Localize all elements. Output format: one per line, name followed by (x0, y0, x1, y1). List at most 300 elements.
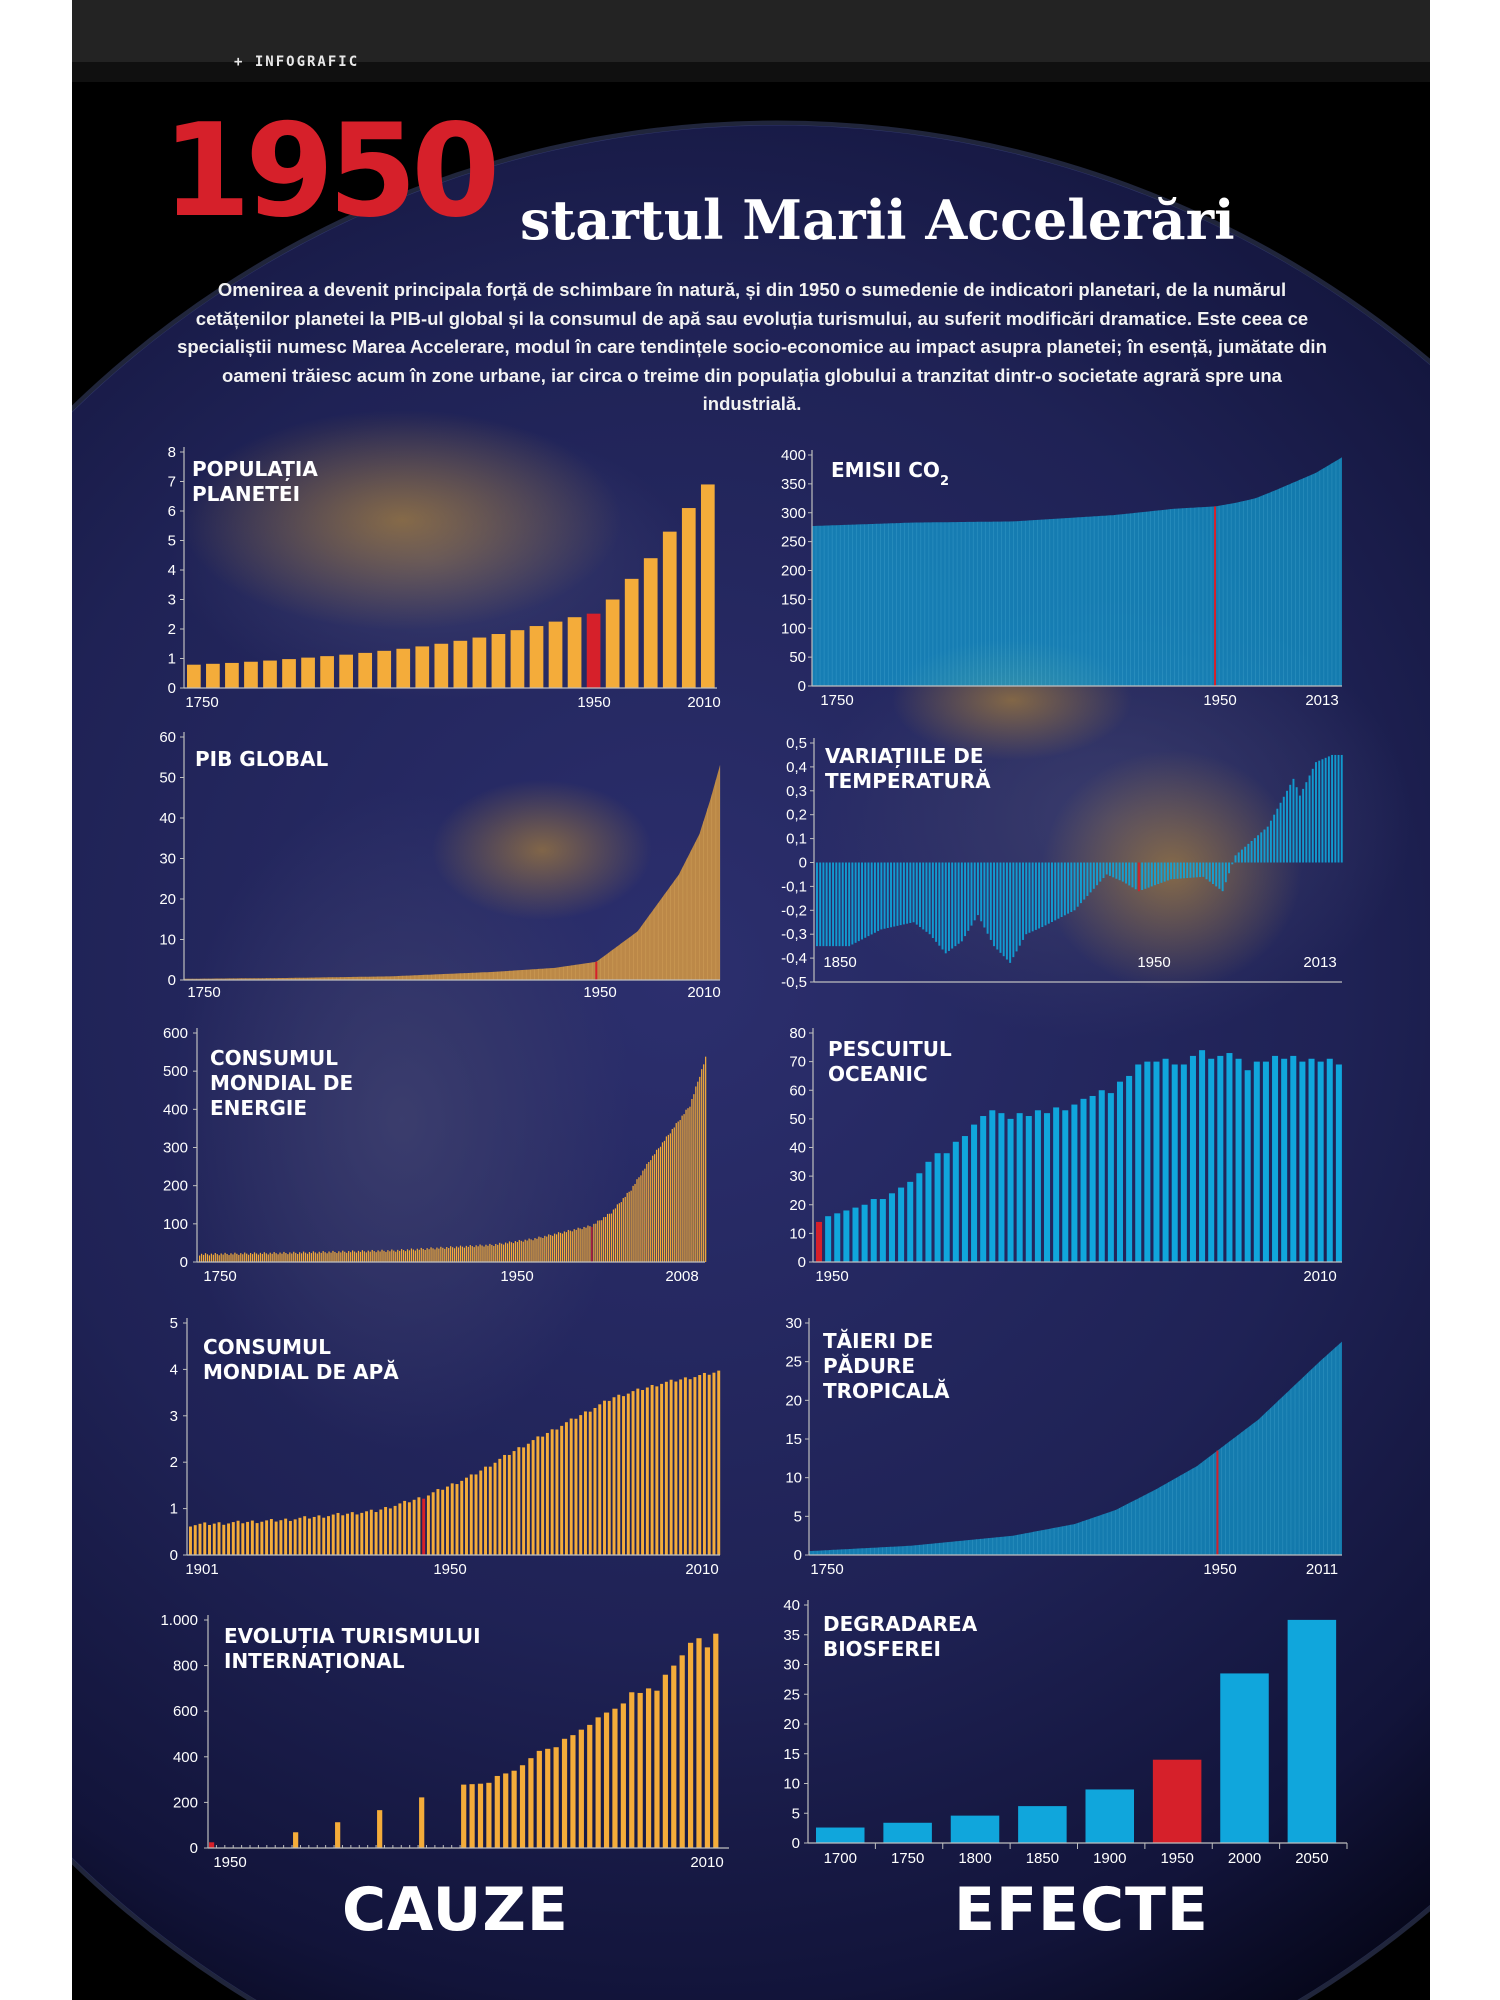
populatie-ytick-label: 4 (167, 562, 176, 579)
energie-bar (532, 1240, 533, 1262)
apa-bar (379, 1510, 382, 1555)
energie-bar (568, 1230, 569, 1262)
temperatura-bar (1022, 863, 1024, 940)
energie-bar (479, 1244, 480, 1262)
energie-bar (232, 1254, 233, 1262)
apa-bar (622, 1396, 625, 1555)
energie-bar (650, 1160, 651, 1262)
energie-bar (580, 1228, 581, 1262)
chart-temperatura (781, 735, 1343, 991)
energie-bar (401, 1249, 402, 1262)
apa-bar (598, 1404, 601, 1555)
populatie-bar (225, 663, 239, 688)
apa-bar (303, 1516, 306, 1555)
turism-bar (688, 1643, 693, 1848)
temperatura-bar (864, 863, 866, 938)
title-text: startul Marii Accelerări (520, 188, 1235, 252)
energie-bar (699, 1077, 700, 1262)
pescuit-ytick-label: 70 (789, 1053, 806, 1071)
apa-bar (365, 1511, 368, 1555)
pescuit-bar (1290, 1056, 1296, 1262)
energie-bar (332, 1251, 333, 1262)
apa-bar (289, 1521, 292, 1555)
energie-bar (552, 1236, 553, 1262)
populatie-bar (606, 600, 620, 689)
energie-bar (468, 1247, 469, 1262)
energie-bar (211, 1254, 212, 1262)
energie-bar (360, 1252, 361, 1262)
temperatura-bar (903, 863, 905, 925)
energie-bar (454, 1248, 455, 1262)
temperatura-bar (1312, 769, 1314, 863)
temperatura-bar (1341, 755, 1343, 863)
apa-bar (636, 1389, 639, 1555)
energie-bar (525, 1240, 526, 1262)
energie-bar (576, 1230, 577, 1262)
apa-bar (279, 1520, 282, 1555)
energie-bar (472, 1246, 473, 1262)
turism-bar (587, 1725, 592, 1848)
temperatura-bar (896, 863, 898, 926)
temperatura-bar (1141, 863, 1143, 890)
energie-bar (407, 1249, 408, 1262)
pescuit-bar (871, 1199, 877, 1262)
energie-bar (403, 1250, 404, 1262)
co2-ytick-label: 0 (797, 678, 806, 695)
chart-paduri (785, 1315, 1342, 1578)
apa-bar (527, 1444, 530, 1555)
energie-ytick-label: 300 (162, 1139, 188, 1157)
apa-bar (508, 1455, 511, 1555)
pescuit-xtick-label: 1950 (815, 1268, 849, 1285)
temperatura-title-line: TEMPERATURĂ (825, 769, 991, 793)
pescuit-bar (843, 1210, 849, 1262)
biosfera-xtick-label: 1800 (958, 1850, 992, 1867)
energie-bar (321, 1253, 322, 1262)
temperatura-bar (922, 863, 924, 930)
turism-title-line: EVOLUȚIA TURISMULUI (224, 1624, 481, 1648)
label-effects: EFECTE (954, 1875, 1209, 1945)
energie-bar (523, 1242, 524, 1262)
apa-bar (218, 1522, 221, 1555)
chart-pescuit (789, 1025, 1342, 1285)
pescuit-bar (862, 1205, 868, 1262)
biosfera-xtick-label: 2050 (1295, 1850, 1329, 1867)
energie-bar (252, 1254, 253, 1262)
apa-bar (560, 1426, 563, 1555)
temperatura-bar (1164, 863, 1166, 882)
apa-ytick-label: 3 (169, 1407, 178, 1425)
pescuit-bar (1245, 1070, 1251, 1262)
energie-bar (436, 1248, 437, 1262)
energie-ytick-label: 400 (162, 1101, 188, 1119)
energie-bar (697, 1082, 698, 1262)
populatie-bar (377, 651, 391, 688)
temperatura-bar (1025, 863, 1027, 935)
energie-bar (493, 1246, 494, 1262)
energie-bar (536, 1239, 537, 1262)
energie-bar (370, 1252, 371, 1262)
energie-bar (456, 1246, 457, 1262)
temperatura-bar (1099, 863, 1101, 882)
apa-bar (655, 1386, 658, 1555)
temperatura-bar (1070, 863, 1072, 912)
energie-bar (383, 1251, 384, 1262)
paduri-ytick-label: 20 (785, 1392, 802, 1410)
temperatura-bar (1241, 850, 1243, 863)
pescuit-bar (1309, 1059, 1315, 1262)
apa-bar (594, 1408, 597, 1555)
temperatura-bar (1231, 863, 1233, 865)
temperatura-bar (1112, 863, 1114, 878)
apa-bar (498, 1459, 501, 1555)
turism-bar (671, 1666, 676, 1848)
energie-bar (226, 1254, 227, 1262)
apa-bar (313, 1517, 316, 1555)
energie-bar (601, 1220, 602, 1262)
pescuit-ytick-label: 10 (789, 1225, 806, 1243)
temperatura-bar (971, 863, 973, 926)
turism-bar (335, 1822, 340, 1848)
turism-bar (612, 1709, 617, 1848)
temperatura-bar (819, 863, 821, 947)
energie-bar (687, 1108, 688, 1262)
apa-bar (398, 1503, 401, 1555)
apa-bar (660, 1384, 663, 1555)
energie-bar (248, 1255, 249, 1262)
energie-bar (326, 1253, 327, 1262)
apa-bar (360, 1513, 363, 1555)
pescuit-bar (1190, 1056, 1196, 1262)
pescuit-bar (1135, 1064, 1141, 1262)
energie-bar (678, 1122, 679, 1262)
temperatura-bar (1305, 782, 1307, 862)
temperatura-bar (1173, 863, 1175, 879)
biosfera-ytick-label: 40 (783, 1597, 800, 1614)
temperatura-bar (874, 863, 876, 933)
energie-bar (421, 1248, 422, 1262)
apa-bar (337, 1513, 340, 1555)
temperatura-bar (1228, 863, 1230, 874)
energie-bar (534, 1238, 535, 1262)
paduri-ytick-label: 0 (793, 1547, 802, 1564)
apa-bar (698, 1375, 701, 1555)
temperatura-bar (1128, 863, 1130, 886)
co2-ytick-label: 50 (789, 649, 806, 667)
temperatura-bar (1083, 863, 1085, 900)
energie-bar (664, 1141, 665, 1262)
pib-xtick-label: 2010 (687, 984, 721, 1001)
populatie-bar (625, 579, 639, 688)
turism-bar (545, 1749, 550, 1848)
apa-bar (417, 1497, 420, 1555)
apa-bar (294, 1519, 297, 1555)
biosfera-ytick-label: 0 (791, 1835, 800, 1852)
temperatura-bar (890, 863, 892, 928)
populatie-bar (339, 655, 353, 688)
energie-bar (377, 1250, 378, 1262)
energie-bar (621, 1202, 622, 1262)
apa-bar (674, 1382, 677, 1555)
energie-bar (242, 1254, 243, 1262)
energie-bar (560, 1233, 561, 1262)
energie-bar (415, 1251, 416, 1262)
energie-bar (448, 1248, 449, 1262)
pescuit-bar (953, 1142, 959, 1262)
biosfera-xtick-label: 1700 (823, 1850, 857, 1867)
energie-bar (676, 1123, 677, 1262)
apa-bar (651, 1385, 654, 1555)
pescuit-bar (1035, 1110, 1041, 1262)
energie-bar (309, 1252, 310, 1262)
apa-bar (275, 1522, 278, 1555)
pescuit-bar (1217, 1056, 1223, 1262)
apa-bar (441, 1490, 444, 1555)
turism-bar (638, 1693, 643, 1848)
turism-bar (705, 1647, 710, 1848)
pescuit-bar (1263, 1062, 1269, 1262)
temperatura-bar (1302, 789, 1304, 863)
energie-bar (348, 1251, 349, 1262)
energie-bar (289, 1252, 290, 1262)
apa-title-line: MONDIAL DE APĂ (203, 1360, 399, 1384)
energie-bar (501, 1244, 502, 1262)
energie-bar (319, 1252, 320, 1262)
energie-bar (617, 1204, 618, 1262)
pescuit-bar (944, 1153, 950, 1262)
paduri-ytick-label: 15 (785, 1431, 802, 1448)
pescuit-bar (1281, 1059, 1287, 1262)
energie-bar (272, 1254, 273, 1262)
temperatura-bar (1247, 844, 1249, 863)
energie-bar (674, 1127, 675, 1262)
energie-bar (487, 1246, 488, 1262)
temperatura-ytick-label: -0,4 (781, 950, 807, 968)
co2-ytick-label: 400 (780, 447, 806, 464)
co2-ytick-label: 100 (780, 620, 806, 638)
populatie-xtick-label: 1950 (577, 694, 611, 711)
turism-bar (562, 1739, 567, 1848)
energie-bar (595, 1224, 596, 1262)
energie-bar (652, 1156, 653, 1262)
temperatura-bar (1238, 852, 1240, 862)
energie-bar (632, 1186, 633, 1262)
energie-bar (246, 1254, 247, 1262)
apa-bar (432, 1492, 435, 1555)
intro-paragraph: Omenirea a devenit principala forță de schimbare în natură, și din 1950 o sumedenie de indicatori planetari, de la numărul cetățenilor planetei la PIB-ul global și la consumul de apă sau evoluția turismului, au suferit modificări dramatice. Este ceea ce specialiștii numesc Marea Accelerare, modul în care tendințele socio-economice au impact asupra planetei; în esență, jumătate din oameni trăiesc acum în zone urbane, iar circa o treime din populația globului a tranzitat dintr-o societate agrară spre una industrială. (177, 279, 1327, 414)
paduri-ytick-label: 25 (785, 1353, 802, 1371)
temperatura-bar (1318, 761, 1320, 863)
energie-bar (646, 1164, 647, 1262)
energie-bar (627, 1193, 628, 1262)
co2-ytick-label: 200 (780, 562, 806, 580)
pescuit-bar (889, 1193, 895, 1262)
temperatura-title-line: VARIAȚIILE DE (825, 744, 984, 768)
apa-bar (693, 1377, 696, 1555)
temperatura-bar (1257, 835, 1259, 862)
apa-bar (213, 1524, 216, 1555)
energie-bar (395, 1252, 396, 1262)
temperatura-bar (958, 863, 960, 944)
apa-bar (584, 1411, 587, 1555)
temperatura-bar (951, 863, 953, 949)
biosfera-bar (816, 1828, 865, 1843)
pescuit-bar (1144, 1062, 1150, 1262)
energie-bar (685, 1110, 686, 1262)
temperatura-bar (1296, 787, 1298, 862)
pib-ytick-label: 10 (159, 931, 176, 949)
populatie-bar (511, 630, 525, 688)
pescuit-bar (1108, 1093, 1114, 1262)
co2-ytick-label: 150 (780, 591, 806, 609)
turism-bar (486, 1783, 491, 1848)
biosfera-bar (1153, 1760, 1202, 1843)
apa-bar (646, 1387, 649, 1555)
temperatura-bar (942, 863, 944, 950)
energie-bar (625, 1197, 626, 1262)
apa-bar (413, 1500, 416, 1555)
apa-bar (298, 1518, 301, 1555)
energie-bar (611, 1214, 612, 1262)
apa-bar (451, 1483, 454, 1555)
energie-bar (546, 1237, 547, 1262)
pescuit-ytick-label: 40 (789, 1139, 806, 1157)
energie-bar (642, 1171, 643, 1262)
apa-bar (712, 1373, 715, 1555)
apa-bar (375, 1512, 378, 1555)
turism-xtick-label: 1950 (213, 1854, 247, 1871)
temperatura-bar (987, 863, 989, 934)
turism-ytick-label: 1.000 (160, 1612, 198, 1629)
energie-bar (462, 1247, 463, 1262)
pescuit-bar (1199, 1050, 1205, 1262)
energie-xtick-label: 1950 (500, 1268, 534, 1285)
apa-bar (689, 1379, 692, 1555)
temperatura-bar (829, 863, 831, 947)
temperatura-bar (884, 863, 886, 929)
populatie-bar (473, 638, 487, 688)
energie-bar (376, 1252, 377, 1262)
temperatura-bar (816, 863, 818, 947)
energie-bar (275, 1253, 276, 1262)
temperatura-ytick-label: 0,4 (786, 758, 807, 776)
co2-ytick-label: 250 (780, 533, 806, 551)
charts-layer (72, 0, 1430, 2000)
energie-bar (703, 1064, 704, 1262)
populatie-bar (454, 641, 468, 688)
energie-bar (556, 1234, 557, 1262)
energie-bar (481, 1246, 482, 1262)
energie-bar (656, 1150, 657, 1262)
energie-bar (356, 1253, 357, 1262)
energie-bar (607, 1214, 608, 1262)
paduri-title-line: TĂIERI DE (823, 1329, 934, 1353)
temperatura-bar (1086, 863, 1088, 896)
energie-bar (313, 1251, 314, 1262)
energie-bar (554, 1234, 555, 1262)
chart-pib (159, 729, 720, 1001)
temperatura-bar (1193, 863, 1195, 878)
co2-xtick-label: 1750 (820, 692, 854, 709)
temperatura-bar (1093, 863, 1095, 889)
energie-bar (299, 1252, 300, 1262)
energie-bar (234, 1253, 235, 1262)
populatie-bar (244, 662, 258, 688)
energie-bar (654, 1154, 655, 1262)
temperatura-bar (1006, 863, 1008, 960)
energie-title-line: ENERGIE (210, 1096, 307, 1120)
apa-bar (317, 1515, 320, 1555)
temperatura-bar (1325, 758, 1327, 863)
energie-bar (230, 1253, 231, 1262)
energie-bar (440, 1247, 441, 1262)
temperatura-bar (925, 863, 927, 932)
apa-bar (627, 1394, 630, 1555)
biosfera-ytick-label: 10 (783, 1775, 800, 1793)
temperatura-bar (871, 863, 873, 935)
energie-xtick-label: 2008 (665, 1268, 699, 1285)
temperatura-bar (906, 863, 908, 924)
populatie-bar (282, 659, 296, 688)
temperatura-bar (1125, 863, 1127, 884)
temperatura-bar (1109, 863, 1111, 876)
energie-bar (538, 1237, 539, 1262)
pescuit-ytick-label: 30 (789, 1168, 806, 1186)
pescuit-bar (1181, 1064, 1187, 1262)
energie-bar (342, 1251, 343, 1262)
paduri-title-line: PĂDURE (823, 1354, 916, 1378)
temperatura-bar (1003, 863, 1005, 957)
apa-bar (460, 1481, 463, 1555)
pescuit-bar (852, 1208, 858, 1262)
energie-bar (277, 1254, 278, 1262)
temperatura-bar (938, 863, 940, 946)
paduri-xtick-label: 2011 (1305, 1561, 1339, 1578)
temperatura-bar (1035, 863, 1037, 930)
energie-bar (566, 1232, 567, 1262)
temperatura-bar (945, 863, 947, 954)
paduri-ytick-label: 10 (785, 1469, 802, 1487)
populatie-ytick-label: 8 (167, 444, 176, 461)
pib-ytick-label: 20 (159, 891, 176, 908)
apa-bar (327, 1516, 330, 1555)
temperatura-bar (996, 863, 998, 950)
pib-ytick-label: 0 (167, 972, 176, 989)
energie-bar (489, 1244, 490, 1262)
energie-bar (485, 1245, 486, 1262)
pescuit-ytick-label: 50 (789, 1110, 806, 1128)
apa-bar (465, 1478, 468, 1555)
apa-bar (270, 1519, 273, 1555)
pescuit-bar (816, 1222, 822, 1262)
energie-bar (662, 1142, 663, 1262)
apa-bar (189, 1527, 192, 1555)
energie-bar (221, 1253, 222, 1262)
turism-bar (293, 1832, 298, 1848)
temperatura-bar (1196, 863, 1198, 878)
energie-bar (666, 1136, 667, 1262)
turism-bar (604, 1713, 609, 1848)
temperatura-bar (1202, 863, 1204, 877)
populatie-bar (187, 665, 201, 688)
apa-bar (265, 1520, 268, 1555)
apa-bar (232, 1522, 235, 1555)
chart-energie (163, 1025, 706, 1285)
energie-bar (385, 1252, 386, 1262)
energie-bar (266, 1253, 267, 1262)
chart-populatie (168, 444, 721, 711)
apa-bar (384, 1507, 387, 1555)
